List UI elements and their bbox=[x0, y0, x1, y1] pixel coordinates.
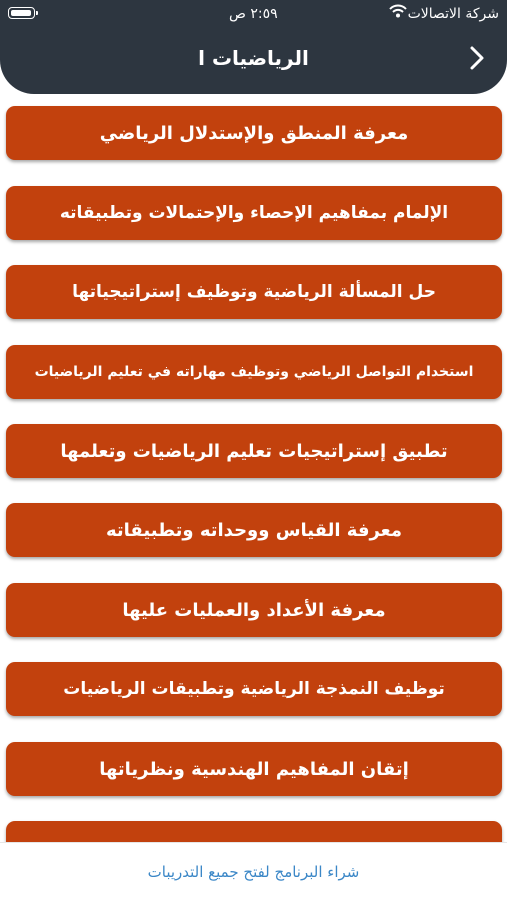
back-button[interactable] bbox=[463, 44, 491, 76]
status-bar bbox=[0, 0, 507, 30]
app-header bbox=[0, 0, 507, 94]
list-item-strategies[interactable] bbox=[6, 424, 502, 478]
list-item-communication[interactable] bbox=[6, 345, 502, 399]
list-item-label: معرفة المنطق والإستدلال الرياضي bbox=[99, 122, 409, 144]
carrier-name: شركة الاتصالات bbox=[407, 6, 499, 22]
list-item-label: إتقان المفاهيم الهندسية ونظرياتها bbox=[99, 758, 409, 780]
clock: ٢:٥٩ ص bbox=[229, 6, 278, 22]
list-item-label: تطبيق إستراتيجيات تعليم الرياضيات وتعلمها bbox=[60, 440, 448, 462]
list-item-label: الإلمام بمفاهيم الإحصاء والإحتمالات وتطبيقاته bbox=[59, 203, 449, 223]
page-title: الرياضيات ا bbox=[198, 46, 309, 70]
list-item-label: معرفة الأعداد والعمليات عليها bbox=[122, 599, 386, 621]
purchase-footer bbox=[0, 842, 507, 901]
list-item-statistics[interactable] bbox=[6, 186, 502, 240]
list-item-geometry[interactable] bbox=[6, 742, 502, 796]
list-item-measurement[interactable] bbox=[6, 503, 502, 557]
chevron-right-icon bbox=[469, 45, 485, 75]
list-item-label: حل المسألة الرياضية وتوظيف إستراتيجياتها bbox=[72, 282, 436, 302]
battery-icon bbox=[8, 7, 35, 19]
list-item-modeling[interactable] bbox=[6, 662, 502, 716]
list-item-logic[interactable] bbox=[6, 106, 502, 160]
wifi-icon bbox=[389, 4, 407, 22]
list-item-label: توظيف النمذجة الرياضية وتطبيقات الرياضيات bbox=[63, 679, 445, 699]
purchase-link[interactable]: شراء البرنامج لفتح جميع التدريبات bbox=[147, 863, 360, 881]
list-item-label: استخدام التواصل الرياضي وتوظيف مهاراته في تعليم الرياضيات bbox=[34, 364, 474, 380]
list-item-problem-solving[interactable] bbox=[6, 265, 502, 319]
list-item-numbers[interactable] bbox=[6, 583, 502, 637]
list-item-label: معرفة القياس ووحداته وتطبيقاته bbox=[106, 519, 402, 541]
